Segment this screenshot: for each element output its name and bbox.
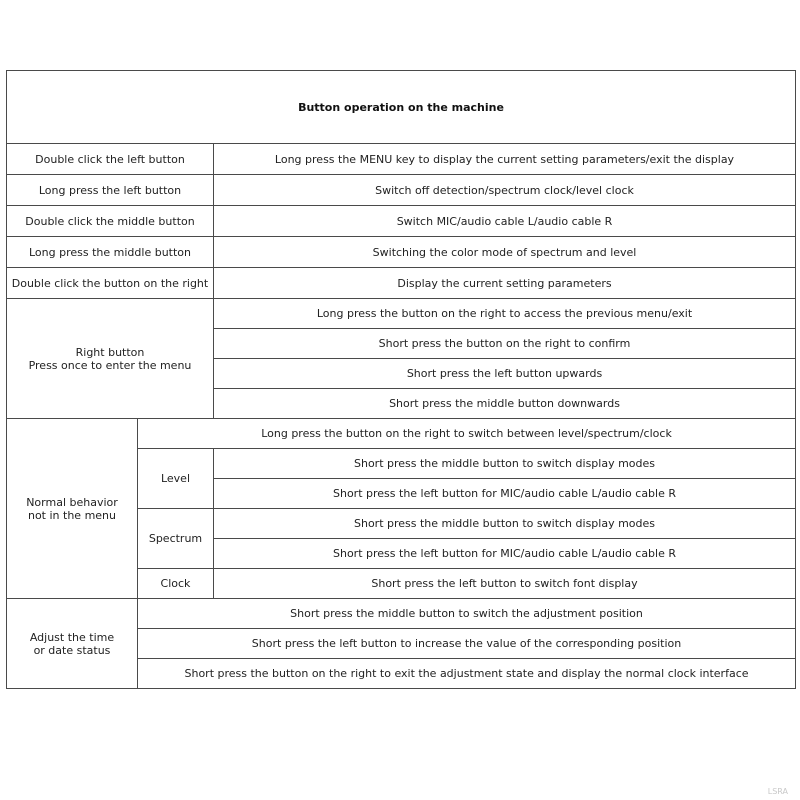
result-cell: Switch off detection/spectrum clock/level clock (214, 175, 796, 206)
result-cell: Switching the color mode of spectrum and level (214, 237, 796, 268)
level-item-cell: Short press the left button for MIC/audio cable L/audio cable R (214, 479, 796, 509)
menu-group-label (7, 299, 214, 419)
time-group-label-line2: or date status (33, 643, 111, 657)
table-row (7, 237, 796, 268)
time-item-cell: Short press the button on the right to exit the adjustment state and display the normal clock interface (138, 659, 796, 689)
result-cell: Display the current setting parameters (214, 268, 796, 299)
action-cell: Double click the button on the right (7, 268, 214, 299)
spectrum-item-cell: Short press the left button for MIC/audio cable L/audio cable R (214, 539, 796, 569)
menu-item-cell: Long press the button on the right to access the previous menu/exit (214, 299, 796, 329)
menu-group-label-line2: Press once to enter the menu (28, 358, 192, 372)
table-row (7, 268, 796, 299)
action-cell: Double click the middle button (7, 206, 214, 237)
menu-item-cell: Short press the button on the right to confirm (214, 329, 796, 359)
table-row (7, 419, 796, 449)
menu-item-cell: Short press the left button upwards (214, 359, 796, 389)
action-cell: Long press the left button (7, 175, 214, 206)
normal-top-cell: Long press the button on the right to switch between level/spectrum/clock (138, 419, 796, 449)
spectrum-item-cell: Short press the middle button to switch display modes (214, 509, 796, 539)
table-row (7, 175, 796, 206)
table-row (7, 144, 796, 175)
clock-item-cell: Short press the left button to switch font display (214, 569, 796, 599)
table-row (7, 206, 796, 237)
time-item-cell: Short press the left button to increase the value of the corresponding position (138, 629, 796, 659)
normal-group-label-line2: not in the menu (27, 508, 116, 522)
button-operation-table (6, 70, 796, 689)
clock-label: Clock (138, 569, 214, 599)
result-cell: Switch MIC/audio cable L/audio cable R (214, 206, 796, 237)
action-cell: Long press the middle button (7, 237, 214, 268)
spectrum-label: Spectrum (138, 509, 214, 569)
watermark: LSRA (767, 787, 788, 796)
time-item-cell: Short press the middle button to switch the adjustment position (138, 599, 796, 629)
level-item-cell: Short press the middle button to switch display modes (214, 449, 796, 479)
table-title: Button operation on the machine (7, 71, 796, 144)
normal-group-label-line1: Normal behavior (26, 495, 118, 509)
normal-group-label (7, 419, 138, 599)
result-cell: Long press the MENU key to display the current setting parameters/exit the display (214, 144, 796, 175)
table-row (7, 299, 796, 329)
menu-group-label-line1: Right button (75, 345, 145, 359)
action-cell: Double click the left button (7, 144, 214, 175)
time-group-label-line1: Adjust the time (29, 630, 115, 644)
table-row (7, 599, 796, 629)
level-label: Level (138, 449, 214, 509)
time-group-label (7, 599, 138, 689)
menu-item-cell: Short press the middle button downwards (214, 389, 796, 419)
